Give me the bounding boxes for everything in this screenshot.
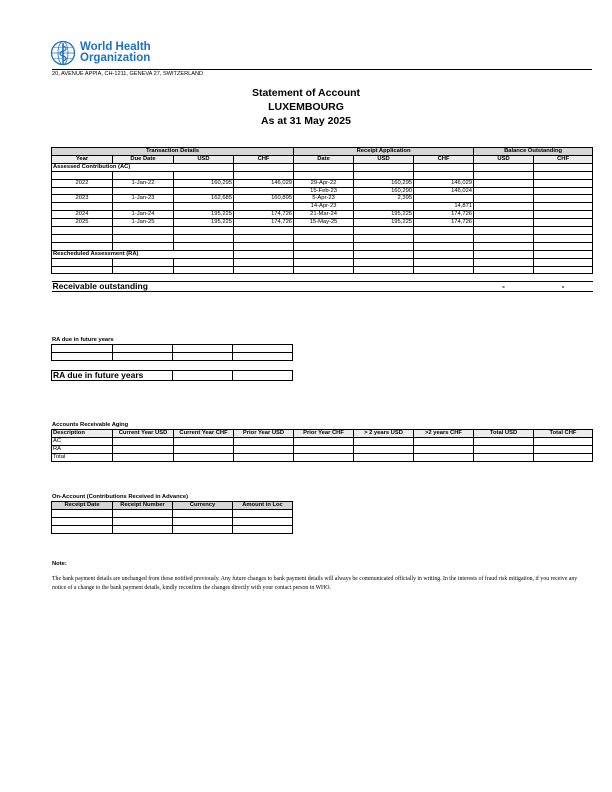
org-name-line1: World Health	[80, 41, 151, 53]
col-header: Description	[52, 430, 113, 438]
ac-section-row	[52, 163, 593, 171]
blank-row	[52, 227, 593, 235]
ac-cell: 1-Jan-25	[113, 219, 174, 227]
ac-cell	[414, 195, 474, 203]
receivable-usd: -	[474, 282, 534, 292]
ac-cell: 15-Feb-23	[294, 187, 354, 195]
ac-cell	[52, 203, 113, 211]
blank-row	[52, 352, 293, 360]
col-header: Current Year USD	[113, 430, 174, 438]
ac-cell	[474, 203, 534, 211]
col-header: Date	[294, 155, 354, 163]
ra-future-label: RA due in future years	[52, 337, 114, 343]
ac-cell: 174,726	[234, 211, 294, 219]
ac-cell: 15-May-25	[294, 219, 354, 227]
ac-cell	[474, 195, 534, 203]
ac-cell	[234, 203, 294, 211]
ac-cell	[113, 171, 174, 179]
ac-cell: 146,029	[414, 179, 474, 187]
note-text: The bank payment details are unchanged from those notified previously. Any future changes to bank payment details will always be communicated officially in writing. In the interests of fraud risk mitigation, if you receive any notice of a change to the bank payment details, kindly reconfirm the changes directly with your contact person in WHO.	[52, 576, 578, 591]
country-name: LUXEMBOURG	[268, 101, 344, 113]
ac-cell	[354, 203, 414, 211]
ac-cell	[354, 171, 414, 179]
ac-cell: 1-Jan-24	[113, 211, 174, 219]
col-header: Receipt Number	[113, 502, 173, 510]
ra-future-table	[51, 344, 293, 381]
note-label: Note:	[52, 561, 67, 567]
column-header-row	[52, 155, 593, 163]
ac-cell: 174,726	[234, 219, 294, 227]
col-header: CHF	[534, 155, 593, 163]
col-header: Total CHF	[534, 430, 593, 438]
receivable-chf: -	[534, 282, 593, 292]
blank-row	[52, 266, 593, 274]
ac-cell: 2022	[52, 179, 113, 187]
ac-cell: 195,225	[174, 219, 234, 227]
ac-cell	[113, 203, 174, 211]
ac-cell: 174,726	[414, 219, 474, 227]
aging-row	[52, 453, 593, 461]
ac-cell: 2024	[52, 211, 113, 219]
who-emblem-icon	[50, 40, 76, 66]
ra-section-row	[52, 250, 593, 258]
col-header: Prior Year USD	[234, 430, 294, 438]
ac-cell: 2025	[52, 219, 113, 227]
col-header: USD	[474, 155, 534, 163]
ac-cell	[534, 195, 593, 203]
ac-cell: 29-Apr-22	[294, 179, 354, 187]
ac-cell	[534, 171, 593, 179]
ac-cell: 146,024	[414, 187, 474, 195]
blank-row	[52, 258, 593, 266]
ac-cell: 160,295	[174, 179, 234, 187]
ac-row	[52, 171, 593, 179]
ac-cell	[474, 219, 534, 227]
col-header: CHF	[414, 155, 474, 163]
ac-cell	[234, 187, 294, 195]
ac-row	[52, 187, 593, 195]
ac-cell: 195,225	[174, 211, 234, 219]
ra-future-total-row	[52, 370, 293, 380]
ac-cell	[414, 171, 474, 179]
ac-cell: 195,225	[354, 219, 414, 227]
ac-cell	[52, 187, 113, 195]
ac-cell: 160,895	[234, 195, 294, 203]
ac-cell	[474, 171, 534, 179]
ac-cell	[474, 187, 534, 195]
col-header: Currency	[173, 502, 233, 510]
ac-row	[52, 203, 593, 211]
ac-section-label: Assessed Contribution (AC)	[52, 163, 234, 171]
ac-cell: 195,225	[354, 211, 414, 219]
ac-row	[52, 219, 593, 227]
statement-title: Statement of Account	[251, 87, 361, 99]
blank-row	[52, 360, 293, 370]
col-header: Receipt Date	[52, 502, 113, 510]
ac-cell	[534, 211, 593, 219]
blank-row	[52, 345, 293, 353]
ac-cell	[52, 171, 113, 179]
on-account-header-row	[52, 502, 293, 510]
org-name-line2: Organization	[80, 52, 151, 64]
aging-row-label: RA	[52, 445, 113, 453]
ac-cell	[174, 187, 234, 195]
col-header: >2 years CHF	[414, 430, 474, 438]
col-header: Total USD	[474, 430, 534, 438]
ac-cell: 2023	[52, 195, 113, 203]
group-header-transaction: Transaction Details	[52, 148, 294, 156]
ac-cell: 146,029	[234, 179, 294, 187]
blank-row	[52, 274, 593, 282]
ac-cell	[534, 219, 593, 227]
ac-cell: 174,726	[414, 211, 474, 219]
ac-cell	[534, 203, 593, 211]
aging-row	[52, 437, 593, 445]
ac-cell	[113, 187, 174, 195]
group-header-receipt: Receipt Application	[294, 148, 474, 156]
ac-cell	[534, 187, 593, 195]
ac-cell	[234, 171, 294, 179]
blank-row	[52, 525, 293, 533]
aging-row-label: Total	[52, 453, 113, 461]
ac-cell: 5-Apr-23	[294, 195, 354, 203]
col-header: Current Year CHF	[174, 430, 234, 438]
ac-cell: 1-Jan-22	[113, 179, 174, 187]
ra-future-total-label: RA due in future years	[52, 370, 173, 380]
ac-cell	[294, 171, 354, 179]
ac-cell: 1-Jan-23	[113, 195, 174, 203]
receivable-outstanding-row	[52, 282, 593, 292]
ac-cell: 14,871	[414, 203, 474, 211]
aging-row-label: AC	[52, 437, 113, 445]
ac-row	[52, 179, 593, 187]
who-logo	[50, 40, 225, 66]
ac-cell	[174, 171, 234, 179]
ac-cell	[174, 203, 234, 211]
blank-row	[52, 517, 293, 525]
on-account-table	[51, 501, 293, 534]
col-header: USD	[354, 155, 414, 163]
col-header: Due Date	[113, 155, 174, 163]
address: 20, AVENUE APPIA, CH-1211, GENEVA 27, SWITZERLAND	[52, 69, 592, 77]
ac-cell	[474, 179, 534, 187]
ac-cell	[534, 179, 593, 187]
org-name	[80, 42, 151, 64]
blank-row	[52, 509, 293, 517]
ac-row	[52, 211, 593, 219]
col-header: USD	[174, 155, 234, 163]
aging-table	[51, 429, 593, 462]
col-header: Prior Year CHF	[294, 430, 354, 438]
ac-cell: 2,395	[354, 195, 414, 203]
statement-table	[51, 147, 593, 292]
col-header: Year	[52, 155, 113, 163]
col-header: CHF	[234, 155, 294, 163]
group-header-balance: Balance Outstanding	[474, 148, 593, 156]
aging-row	[52, 445, 593, 453]
ac-cell: 21-Mar-24	[294, 211, 354, 219]
aging-label: Accounts Receivable Aging	[52, 422, 129, 428]
col-header: Amount in Loc	[233, 502, 293, 510]
ac-cell: 14-Apr-23	[294, 203, 354, 211]
ac-cell: 160,290	[354, 187, 414, 195]
as-at-date: As at 31 May 2025	[261, 115, 351, 127]
ac-row	[52, 195, 593, 203]
ac-rows	[52, 171, 593, 226]
ra-section-label: Rescheduled Assessment (RA)	[52, 250, 234, 258]
ac-cell: 162,685	[174, 195, 234, 203]
aging-header-row	[52, 430, 593, 438]
receivable-label: Receivable outstanding	[52, 282, 474, 292]
ac-cell: 160,295	[354, 179, 414, 187]
ac-cell	[474, 211, 534, 219]
col-header: > 2 years USD	[354, 430, 414, 438]
blank-row	[52, 242, 593, 250]
blank-row	[52, 234, 593, 242]
group-header-row	[52, 148, 593, 156]
on-account-label: On-Account (Contributions Received in Advance)	[52, 494, 189, 500]
